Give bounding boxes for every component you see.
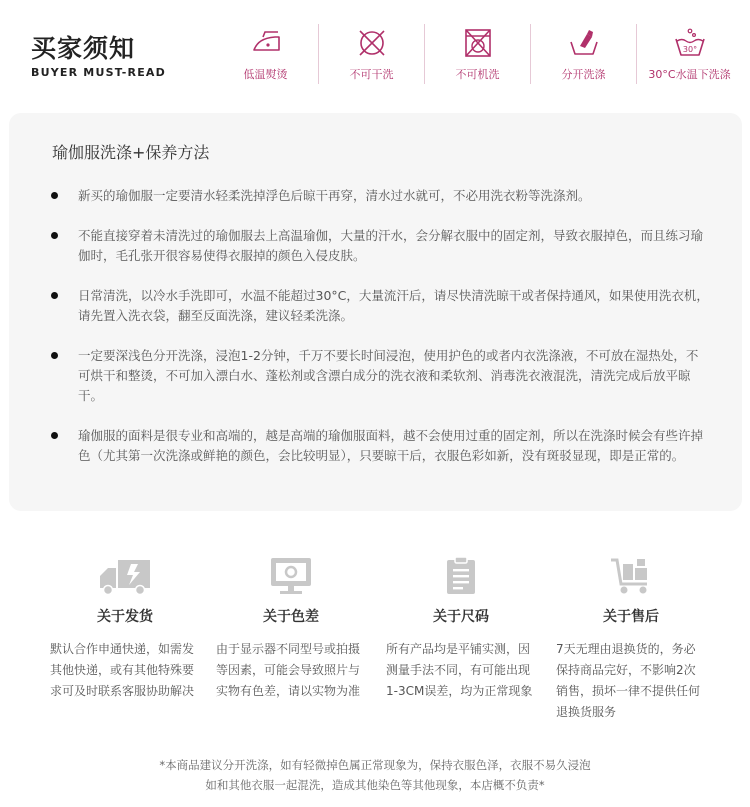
care-label: 不可干洗	[349, 68, 394, 81]
care-item-iron	[213, 24, 319, 84]
care-tips-list	[49, 186, 709, 486]
wash-separately-icon	[567, 26, 601, 60]
info-section	[50, 556, 730, 726]
page-title: 买家须知	[31, 34, 136, 63]
page-subtitle: BUYER MUST-READ	[31, 66, 166, 79]
monitor-icon	[269, 556, 313, 596]
care-item-wash-30	[637, 24, 742, 84]
care-label: 不可机洗	[455, 68, 500, 81]
info-title: 关于色差	[263, 609, 319, 625]
iron-low-heat-icon	[249, 26, 283, 60]
care-tip: 新买的瑜伽服一定要清水轻柔洗掉浮色后晾干再穿，清水过水就可，不必用洗衣粉等洗涤剂。	[49, 186, 709, 206]
care-label: 分开洗涤	[561, 68, 606, 81]
care-item-no-machine-wash	[425, 24, 531, 84]
care-instructions	[213, 24, 750, 84]
card-title: 瑜伽服洗涤+保养方法	[52, 143, 210, 162]
info-title: 关于发货	[97, 609, 153, 625]
info-after-sales	[556, 556, 706, 723]
care-item-wash-separately	[531, 24, 637, 84]
no-machine-wash-icon	[461, 26, 495, 60]
wash-temp-label: 30°	[682, 45, 697, 54]
wash-30-icon	[673, 26, 707, 60]
info-text: 由于显示器不同型号或拍摄等因素，可能会导致照片与实物有色差，请以实物为准	[216, 642, 361, 698]
care-tip: 不能直接穿着未清洗过的瑜伽服去上高温瑜伽，大量的汗水，会分解衣服中的固定剂，导致衣服掉色，而且练习瑜伽时，毛孔张开很容易使得衣服掉的颜色入侵皮肤。	[49, 226, 709, 266]
footer-line: *本商品建议分开洗涤，如有轻微掉色属正常现象为，保持衣服色泽，衣服不易久浸泡	[159, 758, 591, 772]
no-dry-clean-icon	[355, 26, 389, 60]
info-color-difference	[216, 556, 366, 702]
care-tip: 一定要深浅色分开洗涤，浸泡1-2分钟，千万不要长时间浸泡，使用护色的或者内衣洗涤液，不可放在湿热处，不可烘干和整烫，不可加入漂白水、蓬松剂或含漂白成分的洗衣液和柔软剂、消毒洗衣液混洗，清洗完成后放平晾干。	[49, 346, 709, 406]
info-sizing	[386, 556, 536, 702]
info-shipping	[50, 556, 200, 702]
info-text: 默认合作申通快递，如需发其他快递，或有其他特殊要求可及时联系客服协助解决	[50, 642, 195, 698]
after-sales-cart-icon	[609, 556, 653, 596]
care-label: 低温熨烫	[243, 68, 288, 81]
delivery-truck-icon	[98, 556, 152, 596]
info-text: 7天无理由退换货的，务必保持商品完好，不影响2次销售，损坏一律不提供任何退换货服务	[556, 642, 701, 719]
info-title: 关于售后	[603, 609, 659, 625]
care-label: 30°C水温下洗涤	[648, 68, 731, 81]
care-tip: 瑜伽服的面料是很专业和高端的，越是高端的瑜伽服面料，越不会使用过重的固定剂，所以在洗涤时候会有些许掉色（尤其第一次洗涤或鲜艳的颜色，会比较明显），只要晾干后，衣服色彩如新，没有斑驳显现，即是正常的。	[49, 426, 709, 466]
brand-block	[31, 34, 166, 79]
care-method-card	[9, 113, 742, 511]
clipboard-icon	[445, 556, 477, 596]
info-text: 所有产品均是平铺实测，因测量手法不同，有可能出现1-3CM误差，均为正常现象	[386, 642, 533, 698]
info-title: 关于尺码	[433, 609, 489, 625]
care-tip: 日常清洗，以冷水手洗即可，水温不能超过30°C，大量流汗后，请尽快清洗晾干或者保持通风，如果使用洗衣机，请先置入洗衣袋，翻至反面洗涤，建议轻柔洗涤。	[49, 286, 709, 326]
footer-note	[0, 755, 750, 795]
footer-line: 如和其他衣服一起混洗，造成其他染色等其他现象，本店概不负责*	[205, 778, 545, 792]
care-item-no-dry-clean	[319, 24, 425, 84]
